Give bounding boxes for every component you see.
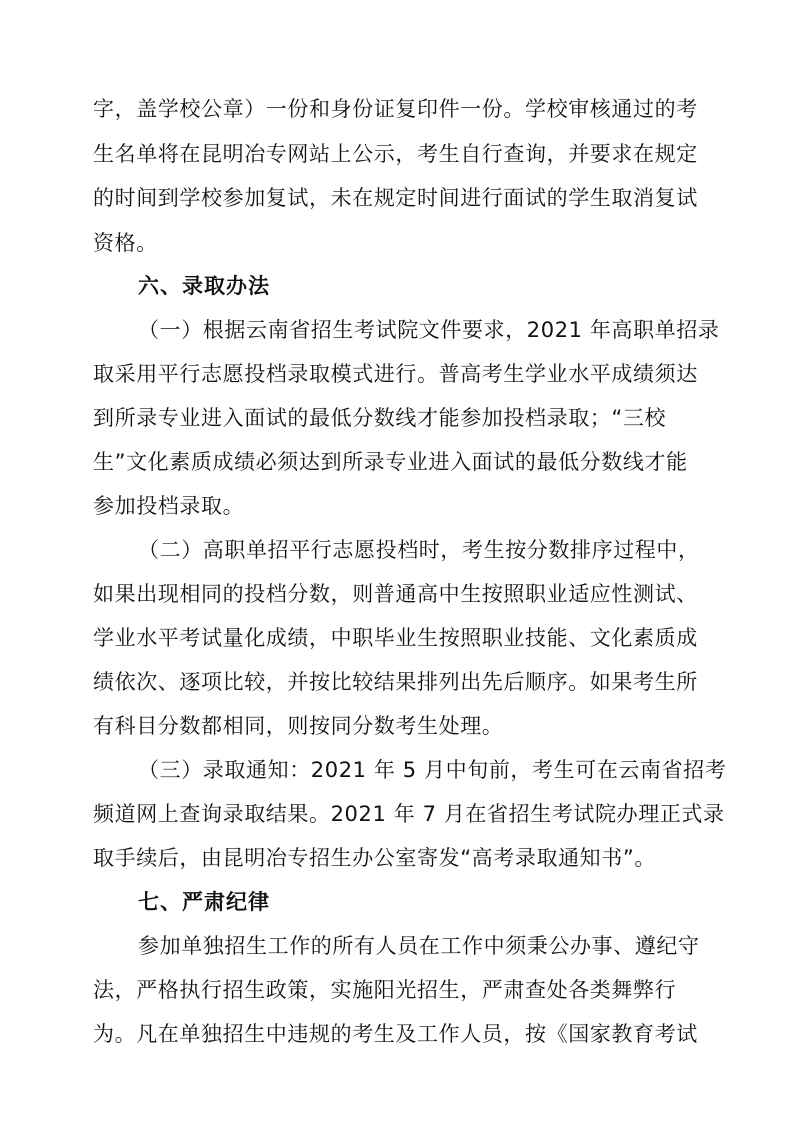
text-line: 学业水平考试量化成绩，中职毕业生按照职业技能、文化素质成 [93, 626, 698, 650]
text-line: 生名单将在昆明冶专网站上公示，考生自行查询，并要求在规定 [93, 142, 698, 166]
paragraph-start: 参加单独招生工作的所有人员在工作中须秉公办事、遵纪守 [138, 934, 700, 958]
text-line: 有科目分数都相同，则按同分数考生处理。 [93, 714, 504, 738]
text-line: 生”文化素质成绩必须达到所录专业进入面试的最低分数线才能 [93, 450, 688, 474]
text-line: 取手续后，由昆明冶专招生办公室寄发“高考录取通知书”。 [93, 846, 656, 870]
text-line: 法，严格执行招生政策，实施阳光招生，严肃查处各类舞弊行 [93, 978, 677, 1002]
text-line: 绩依次、逐项比较，并按比较结果排列出先后顺序。如果考生所 [93, 670, 698, 694]
text-line: 取采用平行志愿投档录取模式进行。普高考生学业水平成绩须达 [93, 362, 698, 386]
paragraph-start: （二）高职单招平行志愿投档时，考生按分数排序过程中， [138, 538, 700, 562]
text-line: 的时间到学校参加复试，未在规定时间进行面试的学生取消复试 [93, 186, 698, 210]
text-line: 如果出现相同的投档分数，则普通高中生按照职业适应性测试、 [93, 582, 698, 606]
text-line: 资格。 [93, 231, 158, 255]
section-heading-7: 七、严肃纪律 [138, 890, 270, 914]
section-heading-6: 六、录取办法 [138, 274, 270, 298]
paragraph-start: （一）根据云南省招生考试院文件要求，2021 年高职单招录 [138, 318, 720, 342]
text-line: 为。凡在单独招生中违规的考生及工作人员，按《国家教育考试 [93, 1022, 698, 1046]
text-line: 参加投档录取。 [93, 494, 245, 518]
text-line: 字，盖学校公章）一份和身份证复印件一份。学校审核通过的考 [93, 97, 698, 121]
text-line: 到所录专业进入面试的最低分数线才能参加投档录取；“三校 [93, 406, 667, 430]
paragraph-start: （三）录取通知：2021 年 5 月中旬前，考生可在云南省招考 [138, 758, 727, 782]
text-line: 频道网上查询录取结果。2021 年 7 月在省招生考试院办理正式录 [93, 802, 725, 826]
